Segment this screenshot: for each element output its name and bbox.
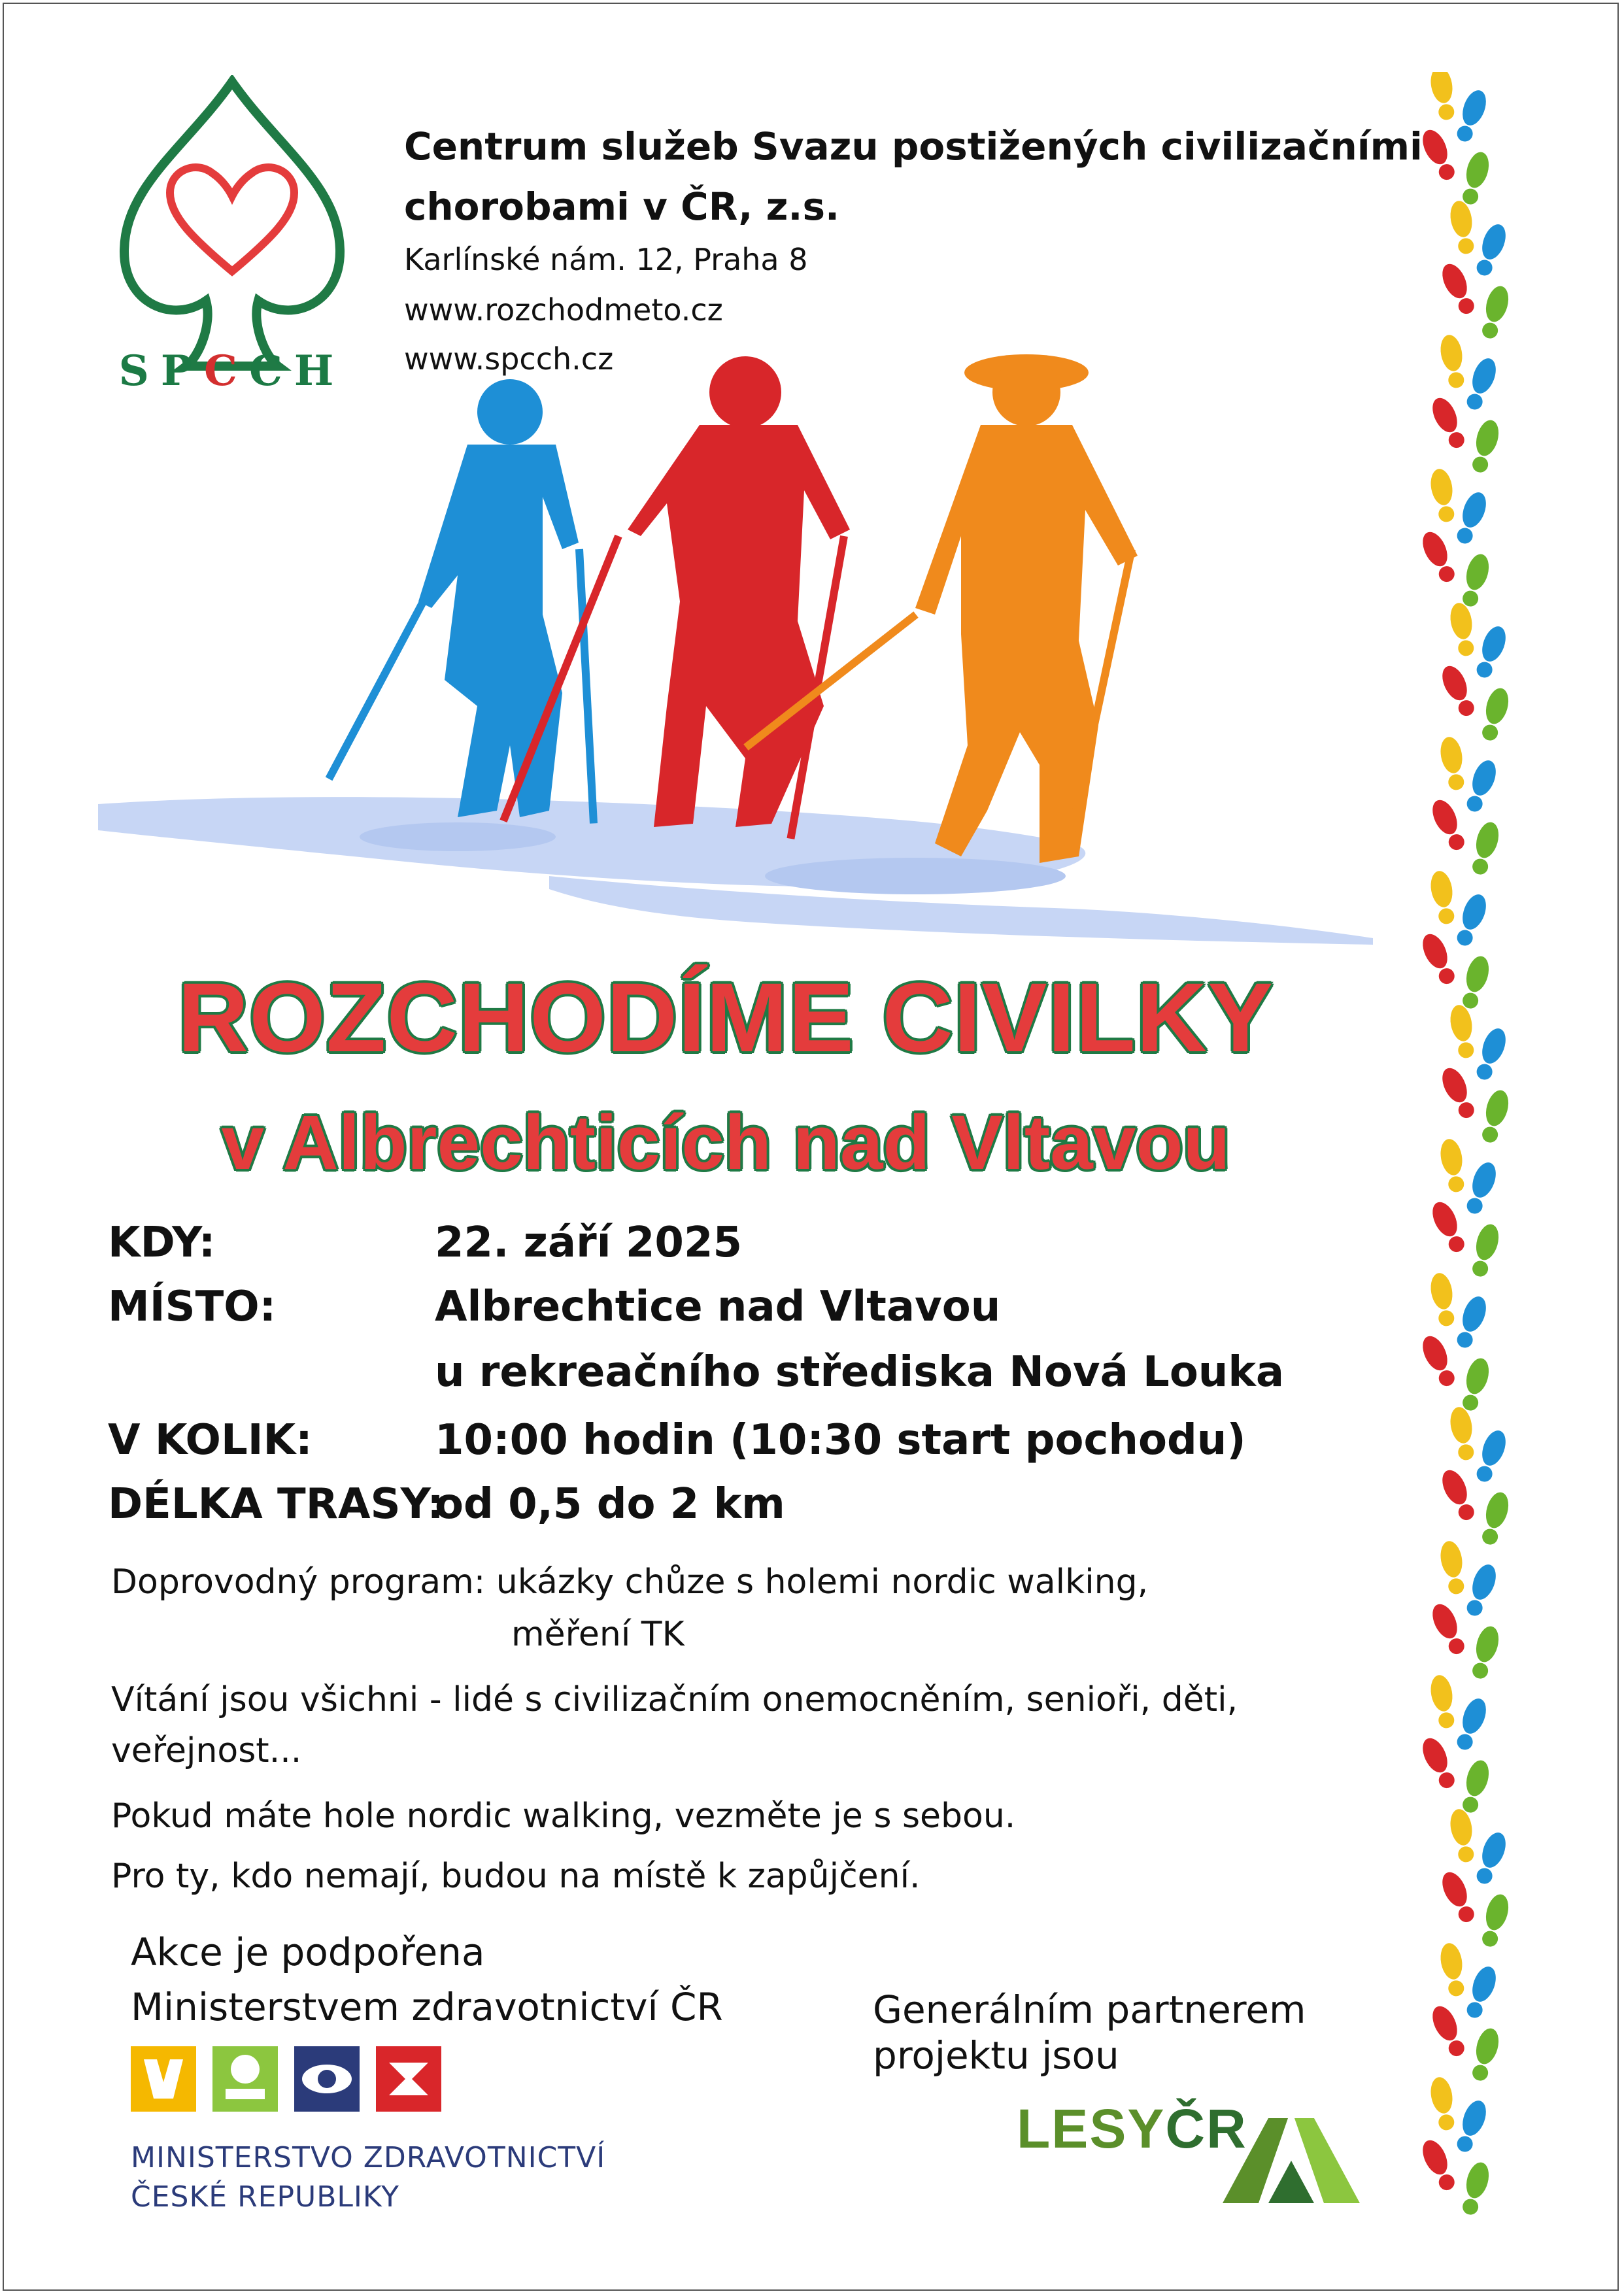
logo-letter: C [204,346,249,396]
lesy-brand-b: ČR [1165,2098,1247,2159]
logo-letter: P [160,346,204,396]
footprint-icon [1438,1868,1480,1926]
footprint-icon [1428,2002,1470,2060]
footprint-icon [1438,662,1480,720]
footprint-icon [1459,954,1493,1011]
footprint-icon [1452,87,1490,144]
ministry-name-line2: ČESKÉ REPUBLIKY [131,2180,400,2214]
place-label: MÍSTO: [108,1283,277,1331]
website-link[interactable]: www.spcch.cz [404,341,614,377]
footprint-icon [1459,150,1493,207]
address: Karlínské nám. 12, Praha 8 [404,242,808,277]
footprint-icon [1428,2076,1458,2132]
footprint-icon [1447,601,1478,658]
footprint-icon [1472,1025,1510,1083]
ministry-logo-icon [131,2043,445,2115]
time-label: V KOLIK: [108,1416,313,1464]
footprint-icon [1438,1540,1468,1596]
footprint-icon [1438,1942,1468,1998]
footprint-icon [1452,1695,1490,1753]
footprint-icon [1462,355,1500,413]
poles-text: Pokud máte hole nordic walking, vezměte je s sebou. [111,1797,1016,1836]
footprint-icon [1478,284,1512,341]
footprint-icon [1418,1734,1460,1792]
footprint-icon [1478,1892,1512,1949]
footprint-icon [1428,467,1458,524]
partner-text: Generálním partnerem [873,1987,1306,2032]
lesy-brand [1017,2097,1247,2161]
logo-letter: H [294,346,346,396]
logo-letter: C [248,346,294,396]
footprint-icon [1428,394,1470,452]
lesy-brand-a: LESY [1017,2098,1166,2159]
footprint-icon [1418,126,1460,184]
footprint-icon [1452,2097,1490,2155]
when-value: 22. září 2025 [435,1219,742,1267]
footprint-icon [1438,735,1468,792]
organization-name [404,116,1424,237]
footprint-icon [1468,2026,1502,2083]
footprint-icon [1472,221,1510,279]
footprint-icon [1462,1159,1500,1217]
rent-text: Pro ty, kdo nemají, budou na místě k zapůjčení. [111,1857,921,1896]
route-length-label: DÉLKA TRASY: [108,1480,444,1528]
footprint-icon [1447,1406,1478,1462]
place-value-line2: u rekreačního střediska Nová Louka [435,1348,1285,1396]
footprint-icon [1459,552,1493,609]
support-text-line2: Ministerstvem zdravotnictví ČR [131,1985,723,2029]
footprint-icon [1459,1758,1493,1815]
support-text: Akce je podpořena [131,1930,485,1974]
footprint-icon [1468,1222,1502,1279]
footprint-icon [1418,528,1460,586]
footprint-icon [1472,1829,1510,1887]
program-text-line2: měření TK [511,1615,685,1654]
footprint-icon [1438,260,1480,318]
time-value: 10:00 hodin (10:30 start pochodu) [435,1416,1246,1464]
footprint-icon [1418,930,1460,988]
nordic-walkers-illustration [92,340,1373,954]
footprint-icon [1428,869,1458,926]
footprint-icon [1428,1198,1470,1256]
footprint-icon [1459,1356,1493,1413]
route-length-value: od 0,5 do 2 km [435,1480,785,1528]
footprint-icon [1438,333,1468,390]
footprint-icon [1468,1624,1502,1681]
place-value: Albrechtice nad Vltavou [435,1283,1001,1331]
footprint-icon [1472,623,1510,681]
footprint-icon [1438,1064,1480,1122]
organization-name-line1: Centrum služeb Svazu postižených civilizačními [404,124,1423,169]
program-text: Doprovodný program: ukázky chůze s holemi nordic walking, [111,1562,1149,1602]
footprint-icon [1468,418,1502,475]
welcome-text-line2: veřejnost... [111,1731,302,1770]
lesy-logo-icon [1223,2105,1360,2216]
footprint-icon [1418,1332,1460,1390]
footprint-icon [1459,2160,1493,2217]
ministry-name: MINISTERSTVO ZDRAVOTNICTVÍ [131,2141,606,2174]
footprints-icon [1399,72,1543,2229]
footprint-icon [1447,1004,1478,1060]
footprint-icon [1478,1088,1512,1145]
footprint-icon [1447,1808,1478,1864]
organization-name-line2: chorobami v ČR, z.s. [404,184,840,229]
footprint-icon [1462,757,1500,815]
footprint-icon [1452,1293,1490,1351]
footprint-icon [1438,1466,1480,1524]
footprint-icon [1462,1561,1500,1619]
footprint-icon [1472,1427,1510,1485]
footprint-icon [1418,2136,1460,2194]
event-subtitle: v Albrechticích nad Vltavou [221,1100,1230,1186]
welcome-text: Vítání jsou všichni - lidé s civilizačním onemocněním, senioři, děti, [111,1680,1238,1719]
website-link[interactable]: www.rozchodmeto.cz [404,292,723,328]
footprint-icon [1438,1138,1468,1194]
walker-blue-icon [326,379,598,824]
footprint-icon [1478,1490,1512,1547]
footprint-icon [1428,1272,1458,1328]
footprint-icon [1452,489,1490,547]
logo-letter: S [118,346,161,396]
footprint-icon [1452,891,1490,949]
footprint-icon [1428,1600,1470,1658]
footprint-icon [1447,199,1478,256]
footprint-icon [1478,686,1512,743]
when-label: KDY: [108,1219,216,1267]
footprint-icon [1428,1674,1458,1730]
event-title: ROZCHODÍME CIVILKY [177,962,1274,1072]
footprint-icon [1468,820,1502,877]
partner-text-line2: projektu jsou [873,2033,1119,2078]
footprint-icon [1428,72,1458,122]
footprint-icon [1428,796,1470,854]
footprint-icon [1462,1963,1500,2021]
